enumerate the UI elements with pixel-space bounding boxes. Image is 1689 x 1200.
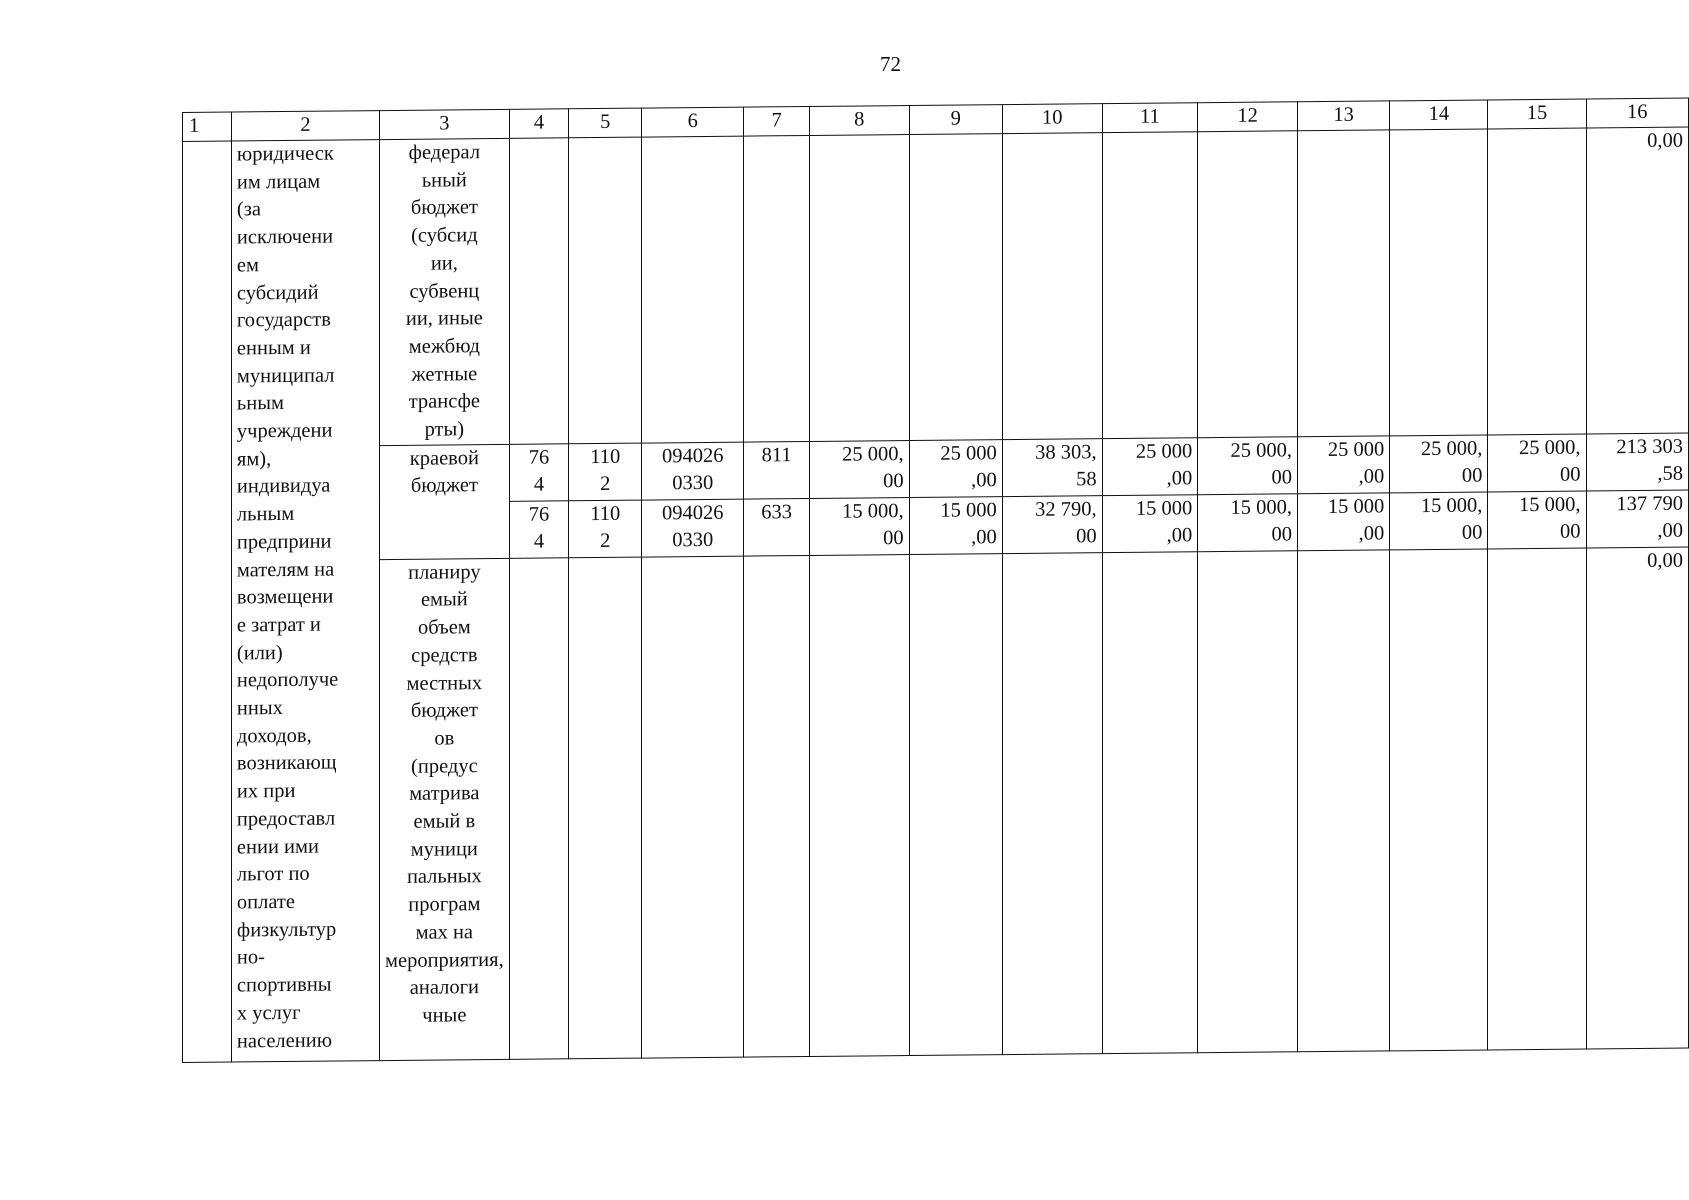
table-cell: 15 000, 00 — [1488, 491, 1586, 549]
table-cell — [509, 558, 569, 1060]
table-cell: 15 000, 00 — [809, 497, 909, 555]
header-col-10: 10 — [1002, 104, 1102, 134]
table-cell: 25 000, 00 — [1390, 435, 1488, 493]
header-col-1: 1 — [183, 112, 232, 141]
header-col-4: 4 — [509, 109, 569, 139]
table-cell: 15 000 ,00 — [909, 496, 1002, 554]
table-cell — [1002, 133, 1102, 440]
header-col-15: 15 — [1488, 99, 1586, 129]
table-cell — [1298, 550, 1390, 1052]
table-cell — [809, 135, 909, 442]
header-col-12: 12 — [1198, 102, 1298, 132]
table-cell — [744, 555, 809, 1057]
header-col-6: 6 — [642, 107, 744, 137]
table-cell: 15 000, 00 — [1198, 494, 1298, 552]
table-cell: 25 000 ,00 — [909, 439, 1002, 497]
header-col-7: 7 — [744, 106, 809, 136]
table-cell — [569, 557, 642, 1059]
table-cell: 76 4 — [509, 444, 569, 502]
table-cell — [744, 135, 809, 441]
table-cell — [1390, 129, 1488, 436]
table-cell — [509, 138, 569, 444]
table-cell — [569, 137, 642, 443]
table-cell: 25 000, 00 — [1198, 437, 1298, 495]
total-cell: 137 790 ,00 — [1586, 490, 1688, 548]
header-col-9: 9 — [909, 105, 1002, 135]
header-col-14: 14 — [1390, 100, 1488, 130]
page-number: 72 — [880, 52, 901, 76]
header-col-13: 13 — [1298, 101, 1390, 131]
table-cell — [909, 134, 1002, 441]
table-cell: 38 303, 58 — [1002, 438, 1102, 496]
budget-table — [182, 98, 1689, 1063]
table-cell — [909, 553, 1002, 1055]
table-cell — [1102, 551, 1198, 1053]
total-cell: 0,00 — [1586, 547, 1688, 1049]
table-cell: 094026 0330 — [642, 499, 744, 557]
table-row-federal — [183, 127, 1689, 447]
table-cell: 25 000 ,00 — [1102, 437, 1198, 495]
measure-description-cell: юридическ им лицам (за исключени ем субсидий государств енным и муниципал ьным учреждени ям), индивидуа льным предприни мателям на возмещени е затрат и (или) недополуче нных доходов, возникающ их при предоставл ении ими льгот по оплате физкультур но- спортивны х услуг населению — [231, 140, 379, 1062]
table-cell — [1390, 549, 1488, 1051]
table-cell — [1198, 551, 1298, 1053]
table-cell: 25 000, 00 — [809, 440, 909, 498]
table-cell: 15 000 ,00 — [1102, 494, 1198, 552]
table-cell — [809, 554, 909, 1056]
table-cell: 633 — [744, 498, 809, 556]
table-cell: 25 000, 00 — [1488, 434, 1586, 492]
table-cell — [1298, 130, 1390, 437]
header-col-3: 3 — [380, 109, 510, 139]
table-cell — [642, 556, 744, 1058]
header-col-5: 5 — [569, 108, 642, 138]
table-cell: 76 4 — [509, 501, 569, 559]
funding-source-cell: краевой бюджет — [380, 444, 510, 559]
header-col-11: 11 — [1102, 103, 1198, 133]
header-col-8: 8 — [809, 106, 909, 136]
table-cell — [1198, 131, 1298, 438]
table-cell: 15 000, 00 — [1390, 492, 1488, 550]
table-cell: 32 790, 00 — [1002, 495, 1102, 553]
table-cell — [642, 136, 744, 443]
table-cell: 094026 0330 — [642, 442, 744, 500]
row-number-cell — [183, 141, 232, 1062]
total-cell: 213 303 ,58 — [1586, 433, 1688, 491]
table-cell: 110 2 — [569, 443, 642, 501]
header-col-16: 16 — [1586, 98, 1688, 128]
table-cell — [1488, 548, 1586, 1050]
table-cell: 811 — [744, 441, 809, 499]
table-row-local — [183, 547, 1689, 1062]
table-cell: 15 000 ,00 — [1298, 493, 1390, 551]
funding-source-cell: федерал ьный бюджет (субсид ии, субвенц ии, иные межбюд жетные трансфе рты) — [380, 138, 510, 445]
table-cell — [1488, 128, 1586, 435]
funding-source-cell: планиру емый объем средств местных бюджет ов (предус матрива емый в муници пальных програм мах на мероприятия, аналоги чные — [380, 558, 510, 1060]
total-cell: 0,00 — [1586, 127, 1688, 434]
table-cell — [1002, 552, 1102, 1054]
table-cell: 25 000 ,00 — [1298, 436, 1390, 494]
table-cell: 110 2 — [569, 500, 642, 558]
table-cell — [1102, 132, 1198, 439]
header-col-2: 2 — [231, 111, 379, 141]
